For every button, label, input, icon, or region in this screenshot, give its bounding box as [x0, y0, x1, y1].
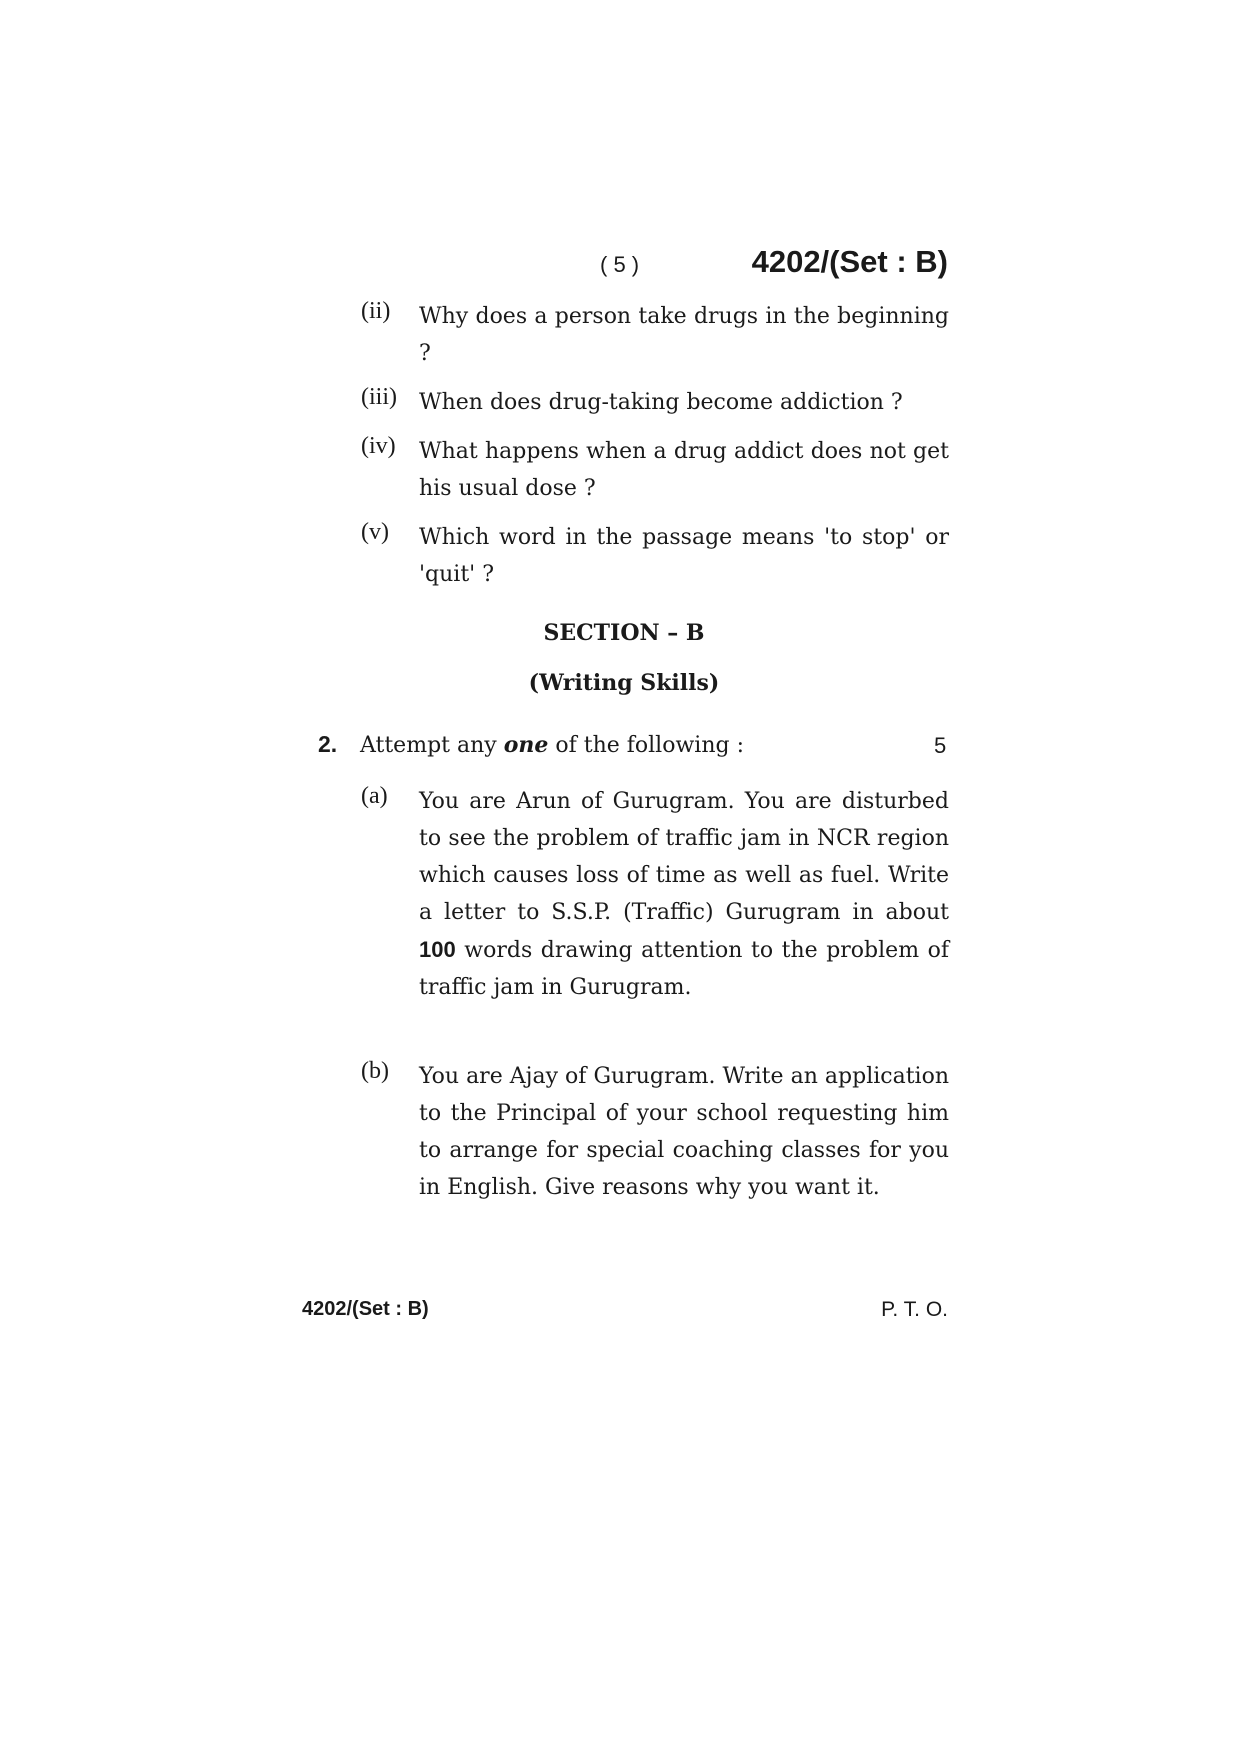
- question-part-b: [361, 1058, 949, 1206]
- question-number: 2.: [318, 731, 338, 757]
- question-part-a: [361, 783, 949, 1006]
- question-label: (iv): [361, 433, 396, 459]
- question-item: [361, 384, 949, 421]
- question-item: [361, 519, 949, 593]
- question-item: [361, 433, 949, 507]
- paper-code-footer: 4202/(Set : B): [302, 1298, 429, 1320]
- question-text: Why does a person take drugs in the beginning ?: [419, 304, 949, 366]
- question-label: (ii): [361, 298, 391, 324]
- part-text: You are Ajay of Gurugram. Write an application to the Principal of your school requesting him to arrange for special coaching classes for you in English. Give reasons why you want it.: [419, 1064, 949, 1200]
- part-label: (b): [361, 1058, 389, 1084]
- question-instruction: [360, 730, 744, 761]
- page-number: ( 5 ): [600, 252, 640, 277]
- part-label: (a): [361, 783, 388, 809]
- instruction-suffix: of the following :: [548, 733, 744, 758]
- paper-code-header: 4202/(Set : B): [751, 244, 948, 279]
- please-turn-over: P. T. O.: [881, 1298, 948, 1321]
- question-label: (v): [361, 519, 389, 545]
- question-item: [361, 298, 949, 372]
- section-subtitle: (Writing Skills): [528, 670, 720, 696]
- part-text: [419, 783, 949, 1006]
- question-text: What happens when a drug addict does not get his usual dose ?: [419, 439, 949, 501]
- question-text: When does drug-taking become addiction ?: [419, 390, 903, 415]
- section-title: SECTION – B: [543, 620, 705, 646]
- marks: 5: [934, 733, 947, 758]
- question-text: Which word in the passage means 'to stop' or 'quit' ?: [419, 525, 949, 587]
- word-count: 100: [419, 937, 456, 962]
- instruction-prefix: Attempt any: [360, 733, 504, 758]
- part-text-start: You are Arun of Gurugram. You are disturbed to see the problem of traffic jam in NCR region which causes loss of time as well as fuel. Write a letter to S.S.P. (Traffic) Gurugram in about: [419, 789, 949, 925]
- instruction-emphasis: one: [503, 732, 549, 758]
- part-text-end: words drawing attention to the problem of traffic jam in Gurugram.: [419, 938, 949, 1000]
- question-label: (iii): [361, 384, 397, 410]
